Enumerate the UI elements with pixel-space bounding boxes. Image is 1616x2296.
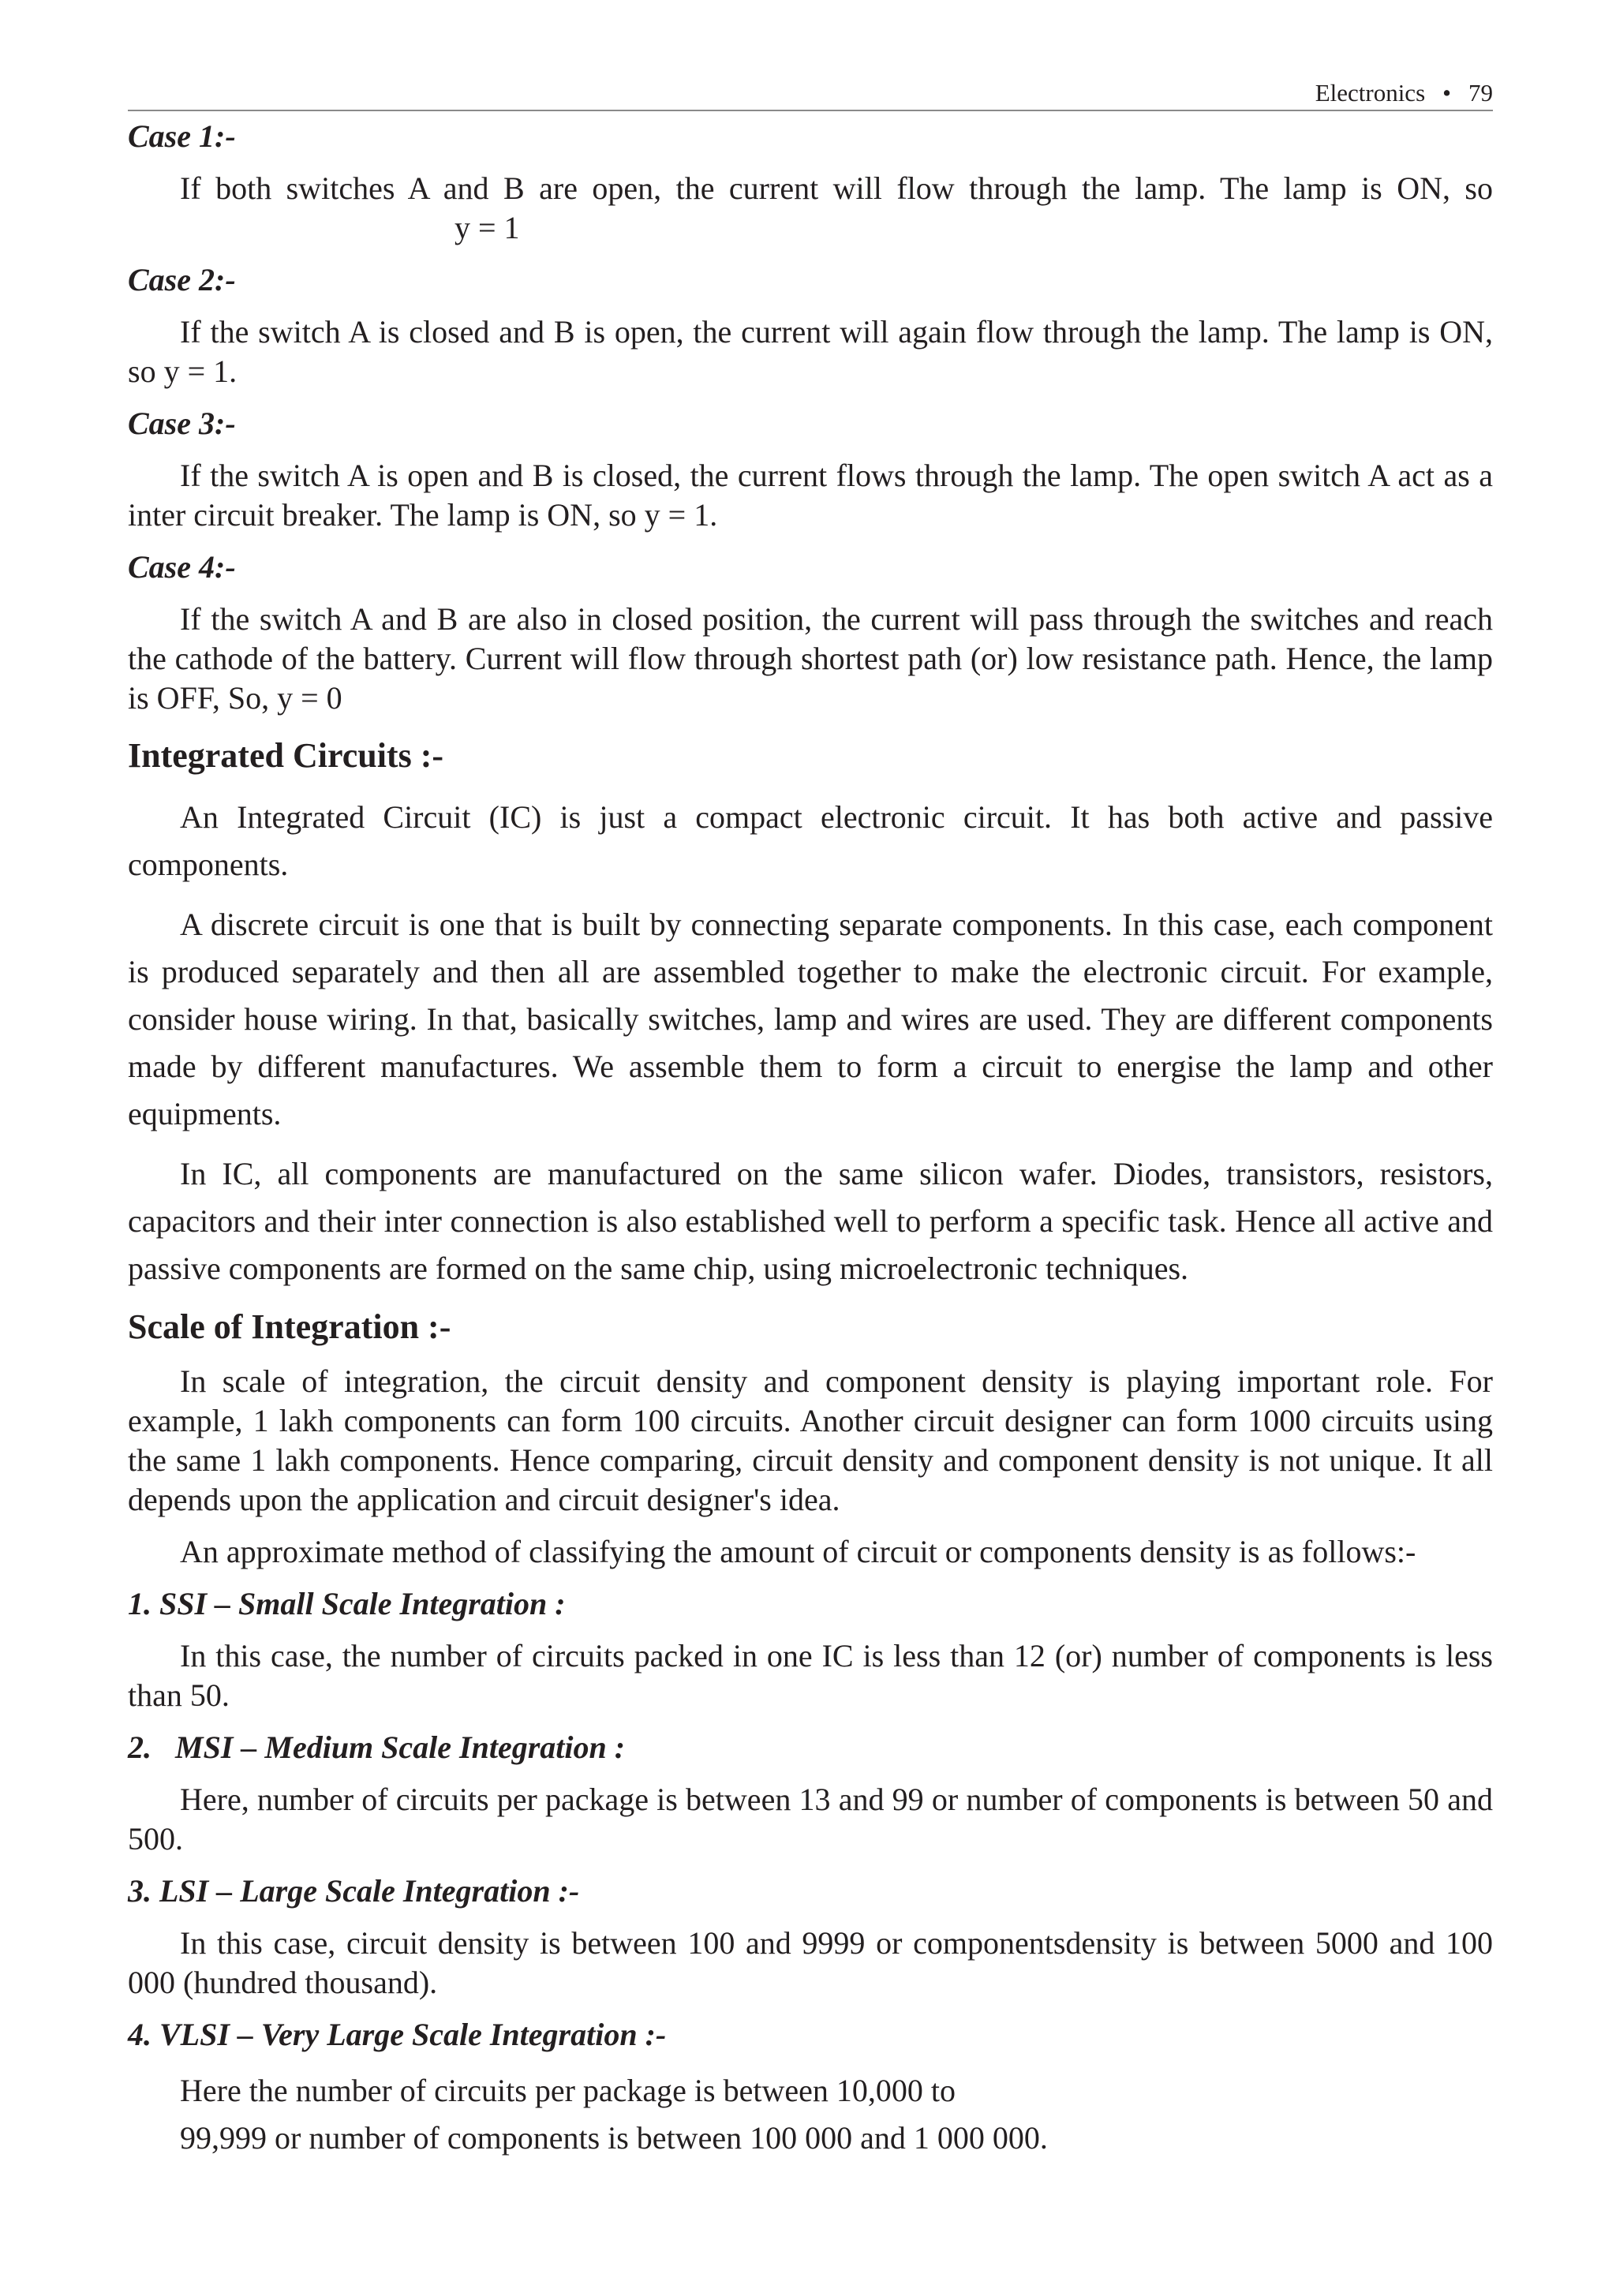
ssi-title: 1. SSI – Small Scale Integration : <box>128 1586 566 1621</box>
vlsi-line-2: 99,999 or number of components is between 100 000 and 1 000 000. <box>180 2120 1048 2156</box>
integrated-circuits-heading: Integrated Circuits :- <box>128 736 443 775</box>
ic-paragraph-1: An Integrated Circuit (IC) is just a compact electronic circuit. It has both active and passive components. <box>128 799 1493 882</box>
ic-paragraph-3: In IC, all components are manufactured on the same silicon wafer. Diodes, transistors, resistors, capacitors and their inter connection is also established well to perform a specific task. Hence all active and passive components are formed on the same chip, using microelectronic techniques. <box>128 1156 1493 1286</box>
vlsi-line-1: Here the number of circuits per package is between 10,000 to <box>180 2073 956 2108</box>
header-page-number: 79 <box>1468 79 1493 107</box>
ic-paragraph-2: A discrete circuit is one that is built by connecting separate components. In this case, each component is produced separately and then all are assembled together to make the electronic circuit. For example, consider house wiring. In that, basically switches, lamp and wires are used. They are different components made by different manufactures. We assemble them to form a circuit to energise the lamp and other equipments. <box>128 907 1493 1131</box>
lsi-text: In this case, circuit density is between 100 and 9999 or componentsdensity is between 5000 and 100 000 (hundred thousand). <box>128 1925 1493 2000</box>
case-4-text: If the switch A and B are also in closed position, the current will pass through the switches and reach the cathode of the battery. Current will flow through shortest path (or) low resistance path. Hence, the lamp is OFF, So, y = 0 <box>128 601 1493 716</box>
document-page <box>128 0 1493 2296</box>
page-content <box>128 117 1493 2162</box>
ssi-text: In this case, the number of circuits packed in one IC is less than 12 (or) number of components is less than 50. <box>128 1638 1493 1713</box>
msi-title: 2. MSI – Medium Scale Integration : <box>128 1729 626 1765</box>
case-1-title: Case 1:- <box>128 118 236 154</box>
vlsi-title: 4. VLSI – Very Large Scale Integration :- <box>128 2017 667 2052</box>
msi-text: Here, number of circuits per package is between 13 and 99 or number of components is between 50 and 500. <box>128 1782 1493 1857</box>
case-1-equation: y = 1 <box>454 210 520 245</box>
case-3-text: If the switch A is open and B is closed, the current flows through the lamp. The open switch A act as a inter circuit breaker. The lamp is ON, so y = 1. <box>128 458 1493 533</box>
scale-of-integration-heading: Scale of Integration :- <box>128 1307 451 1346</box>
running-header <box>1315 77 1493 109</box>
case-2-text: If the switch A is closed and B is open, the current will again flow through the lamp. The lamp is ON, so y = 1. <box>128 314 1493 389</box>
header-subject: Electronics <box>1315 79 1426 107</box>
header-rule <box>128 110 1493 111</box>
case-3-title: Case 3:- <box>128 406 236 441</box>
case-2-title: Case 2:- <box>128 262 236 297</box>
case-4-title: Case 4:- <box>128 549 236 585</box>
soi-paragraph-1: In scale of integration, the circuit density and component density is playing important role. For example, 1 lakh components can form 100 circuits. Another circuit designer can form 1000 circuits using the same 1 lakh components. Hence comparing, circuit density and component density is not unique. It all depends upon the application and circuit designer's idea. <box>128 1363 1493 1517</box>
header-separator: • <box>1442 79 1451 107</box>
soi-paragraph-2: An approximate method of classifying the amount of circuit or components density is as follows:- <box>180 1534 1416 1569</box>
case-1-text: If both switches A and B are open, the current will flow through the lamp. The lamp is ON, so <box>180 170 1493 206</box>
lsi-title: 3. LSI – Large Scale Integration :- <box>128 1873 580 1909</box>
